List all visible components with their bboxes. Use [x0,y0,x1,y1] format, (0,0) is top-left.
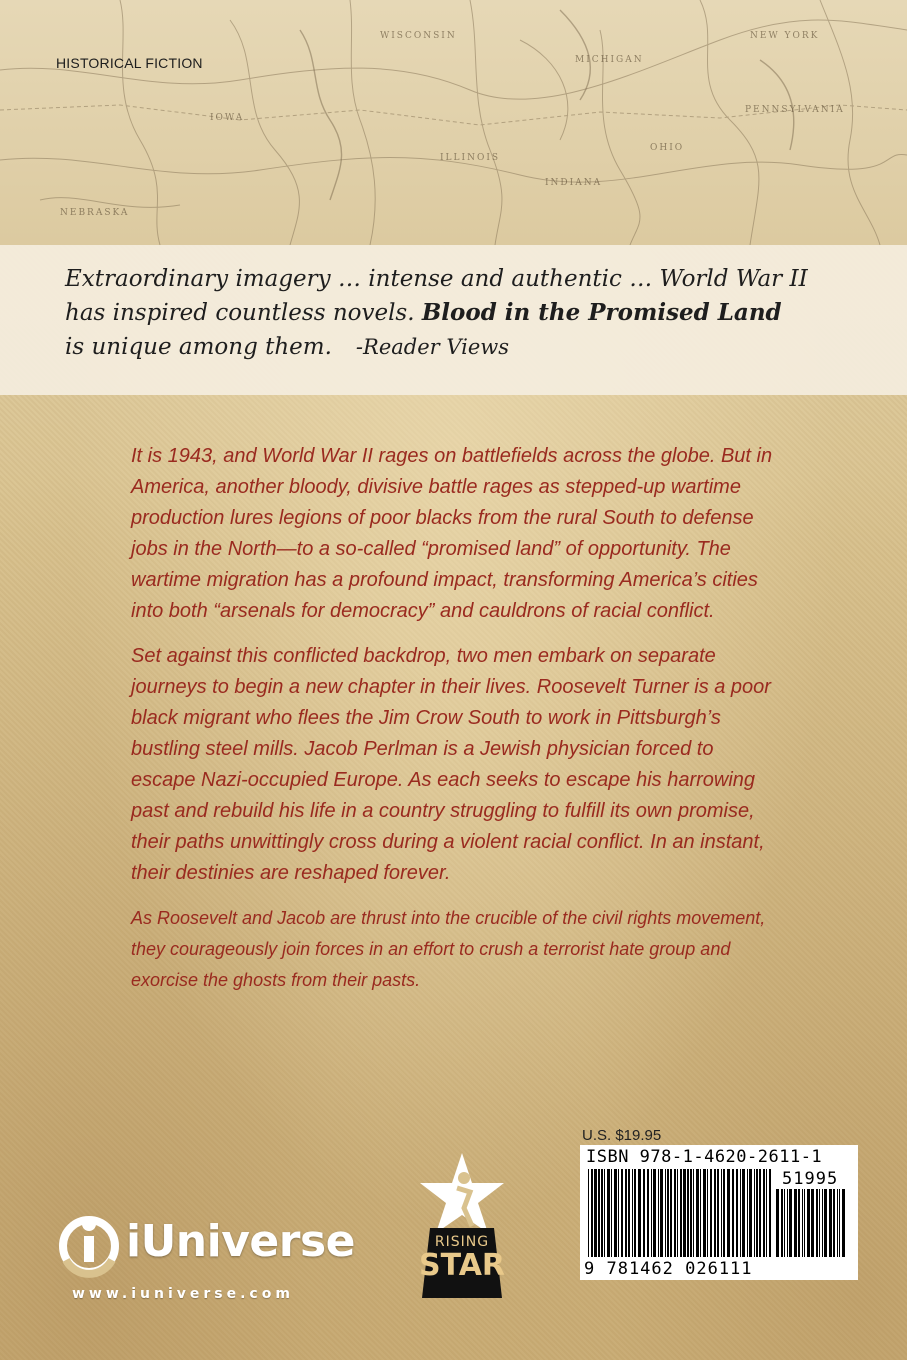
barcode-bar [763,1169,765,1257]
barcode-bar [749,1169,752,1257]
barcode-bar [798,1189,800,1257]
barcode-bar [816,1189,818,1257]
barcode-bar [807,1189,810,1257]
map-label: ILLINOIS [440,153,501,163]
map-illustration [0,0,907,245]
barcode-bar [721,1169,722,1257]
barcode-bar [693,1169,694,1257]
quote-attribution: -Reader Views [355,335,510,359]
quote-line: Extraordinary imagery … intense and authentic … World War II [65,266,808,292]
barcode-bar [769,1169,771,1257]
map-label: NEBRASKA [60,208,130,218]
barcode-bar [594,1169,597,1257]
quote-line: is unique among them. [65,334,332,360]
isbn-barcode [580,1145,858,1280]
barcode-bar [723,1169,725,1257]
barcode-bar [588,1169,589,1257]
barcode-bar [794,1189,797,1257]
barcode-bar [696,1169,699,1257]
price-code: 51995 [782,1169,839,1189]
barcode-bar [611,1169,612,1257]
barcode-bar [632,1169,633,1257]
description-paragraph: Set against this conflicted backdrop, two men embark on separate journeys to begin a new chapter in their lives. Roosevelt Turner is a poor black migrant who flees the Jim Crow South to work in Pittsburgh’s bustling steel mills. Jacob Perlman is a Jewish physician forced to escape Nazi-occupied Europe. As each seeks to escape his harrowing past and rebuild his life in a country struggling to fulfill its own promise, their paths unwittingly cross during a violent racial conflict. In an instant, their destinies are reshaped forever. [131,645,771,884]
barcode-bar [740,1169,741,1257]
barcode-bar [824,1189,827,1257]
barcode-bars [588,1169,774,1257]
barcode-bar [781,1189,783,1257]
barcode-bar [710,1169,712,1257]
barcode-bar [714,1169,716,1257]
barcode-bar [677,1169,678,1257]
addon-barcode-bars [776,1189,846,1257]
barcode-bar [674,1169,676,1257]
barcode-bar [601,1169,603,1257]
map-label: PENNSYLVANIA [745,105,845,115]
barcode-bar [651,1169,652,1257]
barcode-bar [727,1169,730,1257]
barcode-bar [842,1189,845,1257]
barcode-bar [628,1169,630,1257]
barcode-bar [703,1169,706,1257]
barcode-bar [647,1169,649,1257]
barcode-bar [604,1169,605,1257]
publisher-name: iUniverse [126,1216,355,1267]
barcode-bar [614,1169,617,1257]
barcode-bar [607,1169,610,1257]
barcode-bar [660,1169,663,1257]
publisher-logo [52,1208,372,1318]
barcode-bar [665,1169,666,1257]
barcode-bar [776,1189,779,1257]
barcode-bar [625,1169,627,1257]
barcode-bar [621,1169,623,1257]
barcode-bar [759,1169,761,1257]
barcode-bar [787,1189,788,1257]
barcode-bar [766,1169,767,1257]
rising-star-logo [412,1148,512,1308]
barcode-bar [802,1189,803,1257]
barcode-bar [736,1169,738,1257]
price-label: U.S. $19.95 [582,1127,662,1144]
rising-star-line2: STAR [418,1248,506,1283]
barcode-bar [837,1189,838,1257]
rising-star-line1: RISING [434,1234,490,1250]
barcode-bar [742,1169,745,1257]
barcode-bar [638,1169,641,1257]
barcode-bar [717,1169,719,1257]
barcode-bar [683,1169,686,1257]
barcode-bar [618,1169,619,1257]
barcode-bar [784,1189,785,1257]
barcode-bar [754,1169,755,1257]
barcode-bar [658,1169,659,1257]
barcode-bar [598,1169,600,1257]
description-paragraph: As Roosevelt and Jacob are thrust into the crucible of the civil rights movement, they courageously join forces in an effort to crush a terrorist hate group and exorcise the ghosts from their pasts. [131,908,766,990]
barcode-bar [700,1169,701,1257]
map-label: OHIO [650,143,685,153]
barcode-bar [747,1169,748,1257]
map-label: IOWA [210,113,245,123]
book-description [131,441,781,1010]
rising-star-icon [412,1148,512,1308]
barcode-bar [819,1189,820,1257]
isbn-text: ISBN 978-1-4620-2611-1 [586,1147,823,1167]
barcode-bar [804,1189,805,1257]
barcode-bar [822,1189,823,1257]
description-paragraph: It is 1943, and World War II rages on battlefields across the globe. But in America, another bloody, divisive battle rages as stepped-up wartime production lures legions of poor blacks from the rural South to defense jobs in the North—to a so-called “promised land” of opportunity. The wartime migration has a profound impact, transforming America’s cities into both “arsenals for democracy” and cauldrons of racial conflict. [131,445,773,622]
barcode-bar [789,1189,792,1257]
barcode-bar [829,1189,832,1257]
quote-book-title: Blood in the Promised Land [421,299,782,326]
barcode-bar [643,1169,645,1257]
barcode-bar [707,1169,708,1257]
iuniverse-icon [54,1208,124,1278]
barcode-bar [653,1169,656,1257]
barcode-bar [811,1189,814,1257]
map-label: MICHIGAN [575,55,644,65]
barcode-digits: 9 781462 026111 [584,1259,753,1279]
barcode-bar [732,1169,734,1257]
barcode-bar [667,1169,669,1257]
barcode-bar [833,1189,835,1257]
vintage-map-background [0,0,907,245]
publisher-url: www.iuniverse.com [72,1286,294,1302]
barcode-bar [680,1169,682,1257]
barcode-bar [687,1169,689,1257]
quote-line: has inspired countless novels. [65,300,422,326]
barcode-bar [690,1169,692,1257]
map-label: WISCONSIN [380,31,457,41]
map-label: NEW YORK [750,31,820,41]
barcode-bar [839,1189,840,1257]
review-quote [65,262,865,364]
map-label: INDIANA [545,178,603,188]
genre-label: HISTORICAL FICTION [56,55,203,71]
barcode-bar [756,1169,758,1257]
barcode-bar [670,1169,672,1257]
barcode-bar [591,1169,593,1257]
barcode-bar [634,1169,636,1257]
